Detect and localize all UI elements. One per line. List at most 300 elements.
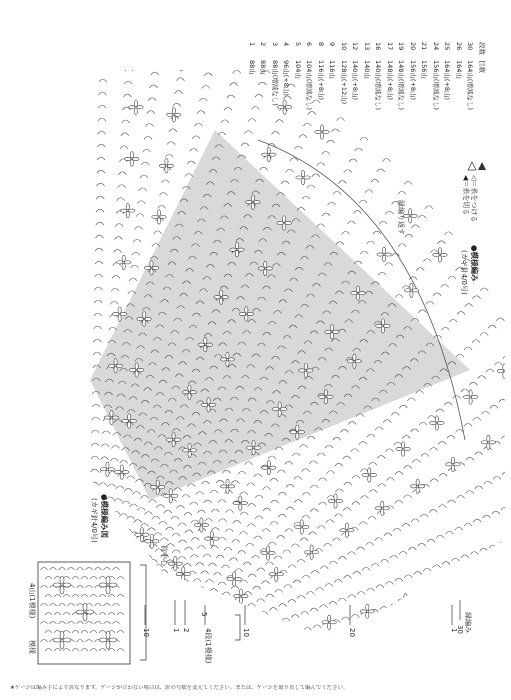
- chain-loop: [265, 562, 273, 565]
- petal: [182, 62, 188, 65]
- chain-loop: [107, 484, 115, 487]
- flower-motif: [115, 465, 129, 479]
- petal: [444, 588, 450, 591]
- chain-loop: [408, 547, 416, 550]
- petal: [228, 358, 234, 361]
- chain-loop: [292, 453, 300, 456]
- chain-loop: [412, 623, 420, 626]
- chain-loop: [248, 574, 256, 577]
- petal: [360, 610, 366, 613]
- chain-loop: [383, 629, 391, 632]
- petal: [486, 626, 489, 632]
- petal: [106, 462, 109, 468]
- petal: [266, 546, 269, 552]
- petal: [152, 215, 158, 218]
- chain-loop: [385, 582, 393, 585]
- petal: [143, 533, 149, 536]
- chain-loop: [118, 185, 126, 188]
- chain-loop: [164, 510, 172, 513]
- petal: [270, 466, 276, 469]
- chain-loop: [153, 580, 161, 583]
- petal: [200, 518, 203, 524]
- flower-motif: [322, 615, 336, 629]
- main-diagram-hook: (カギ針4/0号): [460, 250, 468, 295]
- petal: [385, 253, 391, 256]
- petal: [53, 638, 61, 642]
- chain-loop: [92, 417, 100, 420]
- chain-loop: [496, 318, 504, 321]
- chain-loop: [480, 548, 488, 551]
- petal: [190, 449, 196, 452]
- petal: [497, 369, 503, 372]
- chain-loop: [444, 402, 452, 405]
- chain-loop: [110, 301, 118, 304]
- chain-loop: [208, 563, 216, 566]
- petal: [283, 216, 286, 222]
- flower-motif: [107, 516, 121, 530]
- chain-loop: [395, 472, 403, 475]
- chain-loop: [201, 595, 209, 598]
- chain-loop: [386, 478, 394, 481]
- chain-loop: [389, 604, 397, 607]
- chain-loop: [95, 274, 103, 277]
- chain-loop: [257, 568, 265, 571]
- petal: [382, 247, 385, 253]
- petal: [446, 463, 452, 466]
- petal: [441, 253, 447, 256]
- flower-motif: [121, 203, 135, 217]
- flower-motif: [227, 572, 241, 586]
- petal: [418, 485, 424, 488]
- petal: [138, 56, 141, 62]
- petal: [377, 253, 383, 256]
- petal: [300, 528, 303, 534]
- chain-loop: [190, 555, 198, 558]
- chain-loop: [325, 640, 333, 643]
- chain-loop: [232, 624, 240, 627]
- petal: [106, 586, 110, 594]
- petal: [235, 242, 238, 248]
- table-stitch-count: 156山(増減なし): [431, 60, 440, 110]
- chain-loop: [464, 523, 472, 526]
- flower-motif: [377, 247, 391, 261]
- flower-motif: [284, 626, 298, 640]
- chain-loop: [424, 646, 432, 649]
- petal: [383, 507, 389, 510]
- chain-loop: [91, 456, 99, 459]
- chain-loop: [343, 508, 351, 511]
- chain-loop: [127, 476, 135, 479]
- chain-loop: [166, 527, 174, 530]
- chain-loop: [310, 509, 318, 512]
- chain-loop: [232, 539, 240, 542]
- chain-loop: [99, 79, 107, 82]
- petal: [375, 507, 381, 510]
- petal: [100, 468, 106, 471]
- petal: [238, 248, 244, 251]
- chain-loop: [98, 92, 106, 95]
- petal: [128, 414, 131, 420]
- chain-loop: [310, 485, 318, 488]
- petal: [214, 296, 220, 299]
- petal: [156, 480, 159, 486]
- chain-loop: [179, 540, 187, 543]
- chain-loop: [179, 622, 187, 625]
- chain-loop: [430, 447, 438, 450]
- chain-loop: [409, 599, 417, 602]
- chain-loop: [359, 442, 367, 445]
- petal: [126, 203, 129, 209]
- chain-loop: [92, 404, 100, 407]
- chain-loop: [211, 622, 219, 625]
- flower-motif: [296, 170, 310, 184]
- chain-loop: [335, 463, 343, 466]
- petal: [471, 395, 477, 398]
- chain-loop: [140, 175, 148, 178]
- chain-loop: [402, 286, 410, 289]
- chain-loop: [433, 645, 441, 648]
- chain-loop: [187, 161, 195, 164]
- chain-loop: [444, 232, 452, 235]
- petal: [140, 535, 143, 541]
- chain-loop: [229, 613, 237, 616]
- chain-loop: [320, 566, 328, 569]
- chain-loop: [348, 422, 356, 425]
- chain-loop: [466, 583, 474, 586]
- chain-loop: [189, 594, 197, 597]
- petal: [503, 364, 506, 370]
- petal: [435, 416, 438, 422]
- table-row-number: 24: [431, 42, 440, 51]
- chain-loop: [238, 471, 246, 474]
- chain-loop: [423, 568, 431, 571]
- petal: [301, 178, 304, 184]
- chain-loop: [473, 417, 481, 420]
- chain-loop: [199, 618, 207, 621]
- chain-loop: [324, 543, 332, 546]
- petal: [188, 393, 191, 399]
- petal: [204, 619, 207, 625]
- chain-loop: [144, 570, 152, 573]
- petal: [438, 248, 441, 254]
- petal: [396, 447, 402, 450]
- petal: [153, 540, 159, 543]
- petal: [277, 573, 283, 576]
- chain-loop: [357, 591, 365, 594]
- petal: [166, 438, 172, 441]
- chain-loop: [245, 462, 253, 465]
- petal: [270, 153, 276, 156]
- petal: [60, 576, 64, 584]
- chain-loop: [418, 215, 426, 218]
- chain-loop: [313, 625, 321, 628]
- chain-loop: [489, 608, 497, 611]
- table-stitch-count: 88山: [259, 60, 267, 75]
- chain-loop: [456, 586, 464, 589]
- chain-loop: [449, 319, 457, 322]
- petal: [129, 368, 135, 371]
- chain-loop: [118, 172, 126, 175]
- petal: [220, 298, 223, 304]
- petal: [159, 486, 165, 489]
- chain-loop: [248, 504, 256, 507]
- table-row-number: 13: [362, 42, 371, 51]
- flower-motif: [193, 598, 207, 612]
- petal: [156, 488, 159, 494]
- chain-loop: [263, 625, 271, 628]
- petal: [133, 54, 139, 57]
- chain-loop: [240, 512, 248, 515]
- petal: [118, 307, 121, 313]
- chain-loop: [499, 606, 507, 609]
- petal: [401, 442, 404, 448]
- petal: [300, 520, 303, 526]
- chain-loop: [355, 148, 363, 151]
- chain-loop: [334, 579, 342, 582]
- chain-loop: [214, 598, 222, 601]
- chain-loop: [173, 609, 181, 612]
- petal: [169, 497, 172, 503]
- chain-loop: [455, 527, 463, 530]
- chain-loop: [214, 632, 222, 635]
- petal: [307, 369, 313, 372]
- chain-loop: [367, 588, 375, 591]
- chain-loop: [141, 523, 149, 526]
- chain-loop: [254, 628, 262, 631]
- chain-loop: [112, 551, 120, 554]
- chain-loop: [141, 495, 149, 498]
- chain-loop: [173, 588, 181, 591]
- chain-loop: [204, 500, 212, 503]
- row-1-right-label: 1: [450, 628, 458, 633]
- petal: [289, 626, 292, 632]
- petal: [410, 485, 416, 488]
- petal: [454, 463, 460, 466]
- front-center-label: 前中心: [160, 545, 168, 566]
- chain-loop: [475, 452, 483, 455]
- petal: [295, 525, 301, 528]
- petal: [112, 416, 118, 419]
- chain-loop: [127, 544, 135, 547]
- chain-loop: [185, 609, 193, 612]
- chain-loop: [94, 313, 102, 316]
- chain-loop: [162, 590, 170, 593]
- chain-loop: [95, 248, 103, 251]
- chain-loop: [342, 617, 350, 620]
- chain-loop: [447, 588, 455, 591]
- chain-loop: [262, 487, 270, 490]
- chain-loop: [302, 575, 310, 578]
- chain-loop: [133, 239, 141, 242]
- petal: [121, 209, 127, 212]
- chain-loop: [271, 132, 279, 135]
- petal: [368, 476, 371, 482]
- chain-loop: [208, 613, 216, 616]
- chain-loop: [486, 369, 494, 372]
- petal: [310, 545, 313, 551]
- petal: [278, 402, 281, 408]
- chain-loop: [262, 529, 270, 532]
- chain-loop: [457, 495, 465, 498]
- row-10-label-b: 10: [142, 628, 150, 637]
- flower-motif: [430, 416, 444, 430]
- table-stitch-count: 88山(増減なし): [270, 60, 279, 106]
- chain-loop: [322, 151, 330, 154]
- table-stitch-count: 104山: [293, 60, 302, 79]
- chain-loop: [185, 587, 193, 590]
- chain-loop: [411, 519, 419, 522]
- chain-loop: [378, 484, 386, 487]
- chain-loop: [191, 520, 199, 523]
- chain-loop: [151, 72, 159, 75]
- petal: [277, 221, 283, 224]
- petal: [438, 256, 441, 262]
- petal: [138, 48, 141, 54]
- chain-loop: [117, 526, 125, 529]
- chain-loop: [160, 538, 168, 541]
- petal: [264, 261, 267, 267]
- chain-loop: [293, 580, 301, 583]
- chain-loop: [317, 163, 325, 166]
- petal: [60, 586, 64, 594]
- petal: [398, 599, 404, 602]
- petal: [83, 613, 87, 621]
- chain-loop: [360, 251, 368, 254]
- table-stitch-count: 116山: [328, 60, 336, 79]
- petal: [404, 447, 410, 450]
- chain-loop: [132, 252, 140, 255]
- chain-loop: [193, 632, 201, 635]
- chain-loop: [170, 602, 178, 605]
- chain-loop: [274, 556, 282, 559]
- chain-loop: [301, 611, 309, 614]
- chain-loop: [336, 242, 344, 245]
- chain-loop: [285, 461, 293, 464]
- chain-loop: [263, 508, 271, 511]
- table-stitch-count: 96山(+8山): [282, 60, 290, 96]
- petal: [123, 470, 129, 473]
- chain-loop: [309, 461, 317, 464]
- chain-loop: [426, 301, 434, 304]
- petal: [323, 130, 329, 133]
- petal: [150, 261, 153, 267]
- chain-loop: [361, 496, 369, 499]
- petal: [239, 504, 242, 510]
- petal: [451, 457, 454, 463]
- chain-loop: [494, 362, 502, 365]
- petal: [403, 636, 409, 639]
- chain-loop: [129, 278, 137, 281]
- petal: [463, 395, 469, 398]
- petal: [106, 631, 110, 639]
- chain-loop: [465, 304, 473, 307]
- petal: [76, 610, 84, 614]
- chain-loop: [501, 637, 509, 640]
- chain-loop: [349, 159, 357, 162]
- chain-loop: [277, 470, 285, 473]
- chain-loop: [439, 473, 447, 476]
- petal: [269, 551, 275, 554]
- petal: [410, 283, 413, 289]
- chain-loop: [329, 561, 337, 564]
- chain-loop: [203, 554, 211, 557]
- flower-motif: [133, 48, 147, 62]
- chain-loop: [132, 492, 140, 495]
- petal: [128, 422, 131, 428]
- petal: [381, 327, 384, 333]
- chain-loop: [343, 575, 351, 578]
- petal: [125, 261, 131, 264]
- table-row-number: 21: [420, 42, 428, 51]
- petal: [280, 407, 286, 410]
- chain-loop: [299, 135, 307, 138]
- chain-loop: [96, 209, 104, 212]
- chain-loop: [294, 500, 302, 503]
- table-row-number: 16: [374, 42, 382, 51]
- chain-loop: [165, 154, 173, 157]
- chain-loop: [302, 492, 310, 495]
- petal: [220, 290, 223, 296]
- petal: [199, 598, 202, 604]
- flower-motif: [117, 255, 131, 269]
- petal: [304, 176, 310, 179]
- petal: [239, 589, 242, 595]
- petal: [362, 473, 368, 476]
- chain-loop: [333, 437, 341, 440]
- chain-loop: [102, 431, 110, 434]
- petal: [436, 588, 442, 591]
- chain-loop: [112, 511, 120, 514]
- petal: [304, 363, 307, 369]
- chain-loop: [246, 643, 254, 646]
- chain-loop: [375, 427, 383, 430]
- petal: [167, 164, 173, 167]
- petal: [175, 113, 181, 116]
- chain-loop: [464, 423, 472, 426]
- petal: [207, 406, 210, 412]
- petal: [312, 551, 318, 554]
- chain-loop: [377, 456, 385, 459]
- petal: [283, 224, 286, 230]
- petal: [412, 289, 418, 292]
- chain-loop: [95, 547, 103, 550]
- chain-loop: [302, 196, 310, 199]
- chain-loop: [404, 575, 412, 578]
- chain-loop: [306, 592, 314, 595]
- chain-loop: [416, 268, 424, 271]
- chain-loop: [279, 604, 287, 607]
- chain-loop: [154, 533, 162, 536]
- petal: [165, 159, 168, 165]
- petal: [144, 266, 150, 269]
- flower-motif: [234, 589, 248, 603]
- petal: [53, 583, 61, 587]
- chain-loop: [447, 435, 455, 438]
- petal: [135, 371, 138, 377]
- chain-loop: [499, 399, 507, 402]
- chain-loop: [469, 382, 477, 385]
- chain-loop: [257, 599, 265, 602]
- petal: [328, 499, 334, 502]
- legend-thread-join: ◁＝糸をつける: [470, 175, 478, 223]
- chain-loop: [348, 595, 356, 598]
- flower-motif: [362, 468, 376, 482]
- chain-loop: [371, 563, 379, 566]
- chain-loop: [392, 627, 400, 630]
- chain-loop: [303, 627, 311, 630]
- chain-loop: [268, 456, 276, 459]
- petal: [330, 325, 333, 331]
